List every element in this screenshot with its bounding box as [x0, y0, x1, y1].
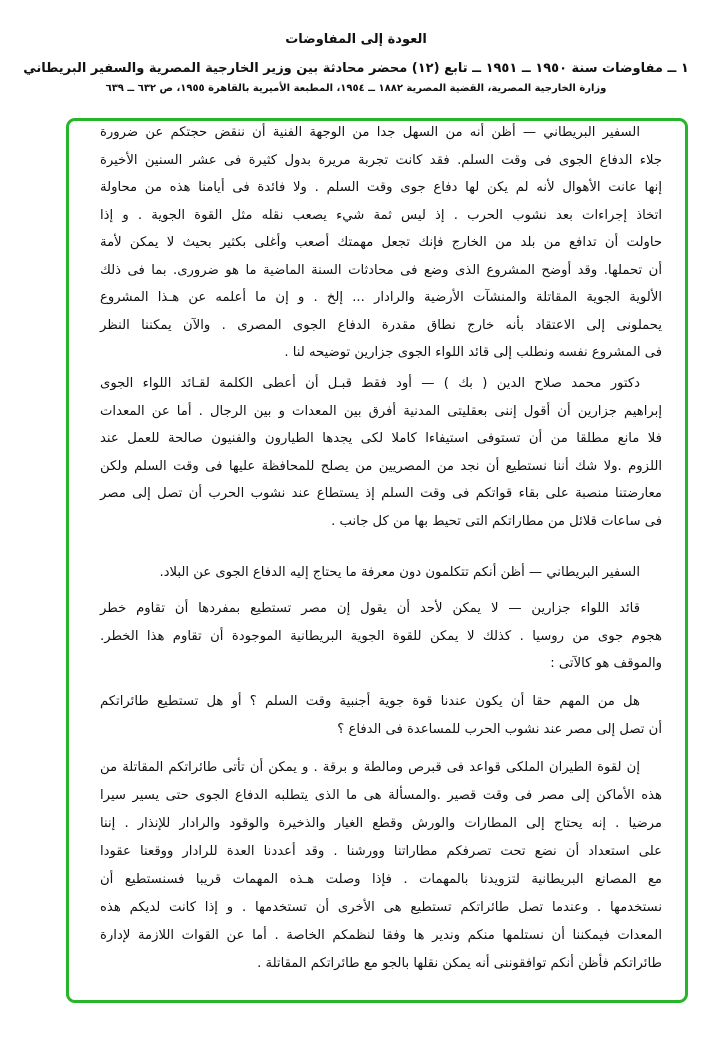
text-line: معارضتنا منصبة على بقاء قواتكم فى وقت السلم إذ يستطاع عند نشوب الحرب أن تصل إلى مصر: [100, 486, 662, 501]
paragraph: [100, 754, 662, 978]
text-line: يحملونى إلى الاعتقاد بأنه خارج نطاق مقدرة الدفاع الجوى المصرى . والآن يمكننا النظر: [100, 317, 662, 333]
paragraph: [100, 688, 662, 743]
text-line: اللزوم .ولا شك أننا نستطيع أن نجد من المصريين من يصلح للمحافظة عليها فى وقت السلم ولكن: [100, 458, 662, 474]
text-line: طائراتكم فأظن أنكم توافقوننى أنه يمكن نقلها بالجو مع طائراتكم المقاتلة .: [257, 956, 662, 971]
text-line: أن تصل إلى مصر عند نشوب الحرب للمساعدة فى الدفاع ؟: [337, 721, 662, 737]
text-line: اتخاذ إجراءات بعد نشوب الحرب . إذ ليس ثمة شيء يصعب نقله مثل القوة الجوية . و إذا: [100, 207, 662, 223]
text-line: مع المصانع البريطانية لتزويدنا بالمهمات . فإذا وصلت هـذه المهمات قريبا فسنستطيع أن: [100, 872, 662, 887]
text-line: السفير البريطاني — أظن أنكم تتكلمون دون معرفة ما يحتاج إليه الدفاع الجوى عن البلاد.: [159, 565, 640, 580]
text-line: فى ساعات قلائل من مطاراتكم التى تحيط بها من كل جانب .: [331, 513, 662, 529]
text-line: إن لقوة الطيران الملكى قواعد فى قبرص ومالطة و برقة . و يمكن أن تأتى طائراتكم المقاتلة من: [100, 760, 640, 775]
text-line: قائد اللواء جزارين — لا يمكن لأحد أن يقول إن مصر تستطيع بمفردها أن تقاوم خطر: [100, 601, 640, 616]
text-line: أن تحملها. وقد أوضح المشروع الذى وضع فى محادثات السنة الماضية ما هو ضرورى. بما فى ذلك: [100, 262, 662, 278]
paragraph: [100, 559, 662, 587]
text-line: نستخدمها . وعندما تصل طائراتكم تستطيع هى الأخرى أن تستخدمها . و إذا كانت لديكم هذه: [100, 900, 662, 915]
text-line: دكتور محمد صلاح الدين ( بك ) — أود فقط قبـل أن أعطى الكلمة لقـائد اللواء الجوى: [100, 376, 640, 391]
text-line: حاولت أن تدافع من بلد من الخارج فإنك تجعل مهمتك أصعب وأغلى بكثير بحيث لا يمكن لأمة: [100, 235, 662, 250]
text-line: الألوية الجوية المقاتلة والمنشآت الأرضية والرادار ... إلخ . و إن ما أعلمه عن هـذا المشروع: [100, 290, 662, 305]
text-line: والموقف هو كالآتى :: [550, 656, 662, 671]
text-line: إبراهيم جزارين أن أقول إننى بعقليتى المدنية أفرق بين المعدات و بين الرجال . أما عن المعدات: [100, 403, 662, 419]
text-line: مرضيا . إنه يحتاج إلى المطارات والورش وقطع الغيار والذخيرة والوقود والرادار للإنذار . إننا: [100, 816, 662, 831]
paragraph: [100, 119, 662, 367]
paragraph: [100, 595, 662, 678]
text-line: فلا مانع مطلقا من أن تستوفى استيفاءا كاملا لكى يجدها الطيارون والفنيون صالحة للعمل عند: [100, 431, 662, 446]
text-line: فى المشروع نفسه ونطلب إلى قائد اللواء الجوى جزارين توضيحه لنا .: [284, 345, 662, 360]
text-line: هذه الأماكن إلى مصر فى وقت قصير .والمسألة هى ما الذى يتطلبه الدفاع الجوى حتى يسير سيرا: [100, 788, 662, 803]
text-line: هل من المهم حقا أن يكون عندنا قوة جوية أجنبية وقت السلم ؟ أو هل تستطيع طائراتكم: [100, 694, 640, 709]
document-subtitle: ١ ــ مفاوضات سنة ١٩٥٠ ــ ١٩٥١ ــ تابع (١٢) محضر محادثة بين وزير الخارجية المصرية والسفير البريطاني: [23, 61, 689, 76]
text-line: على استعداد أن نضع تحت تصرفكم مطاراتنا وورشنا . وقد أعددنا العدة للرادار ووقعنا عقودا: [100, 844, 662, 859]
text-line: جلاء الدفاع الجوى فى وقت السلم. فقد كانت تجربة مريرة بدول كثيرة فى عشر السنين الأخيرة: [100, 152, 662, 168]
text-line: المعدات فيمكننا أن نستلمها منكم وندير ها وفقا لنظمكم الخاصة . أما عن القوات اللازمة لإدارة: [100, 928, 662, 943]
text-line: إنها عانت الأهوال لأنه لم يكن لها دفاع جوى وقت السلم . ولا فائدة فى أيامنا هذه من محاولة: [100, 180, 662, 195]
text-line: السفير البريطاني — أظن أنه من السهل جدا من الوجهة الفنية أن ننقض حجتكم عن ضرورة: [100, 125, 640, 140]
source-citation: وزارة الخارجية المصرية، القضية المصرية ١٨٨٢ ــ ١٩٥٤، المطبعة الأميرية بالقاهرة ١٩٥٥، ص ٦٣٢ ــ ٦٣٩: [105, 83, 607, 94]
text-line: هجوم جوى من روسيا . كذلك لا يمكن للقوة الجوية البريطانية الموجودة أن تقاوم هذا الخطر.: [100, 628, 662, 644]
paragraph: [100, 370, 662, 535]
document-title: العودة إلى المفاوضات: [285, 32, 427, 47]
